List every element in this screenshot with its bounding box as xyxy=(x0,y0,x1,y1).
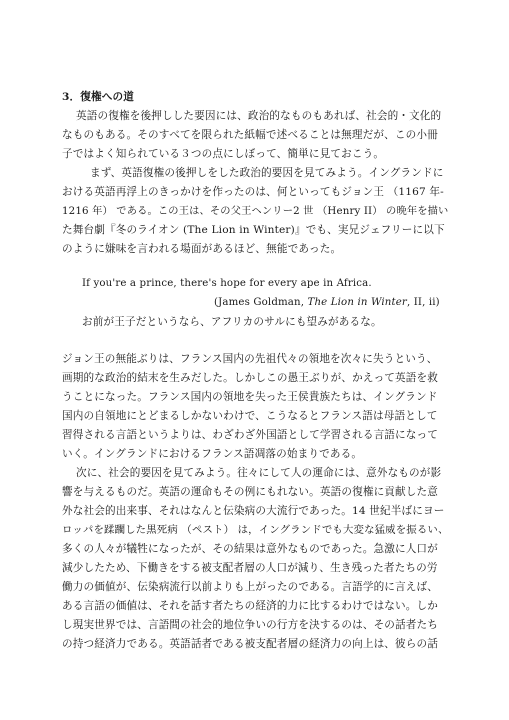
quote-translation: お前が王子だというなら、アフリカのサルにも望みがあるな。 xyxy=(82,316,382,328)
paragraph-line: 習得される言語というよりは、わざわざ外国語として学習される言語になって xyxy=(62,429,439,441)
paragraph-line: まず、英語復権の後押しをした政治的要因を見てみよう。イングランドに xyxy=(90,167,444,179)
paragraph-line: の持つ経済力である。英語話者である被支配者層の経済力の向上は、彼らの話 xyxy=(62,638,439,650)
paragraph-line: 英語の復権を後押しした要因には、政治的なものもあれば、社会的・文化的 xyxy=(76,110,442,122)
paragraph-line: 減少したため、下働きをする被支配者層の人口が減り、生き残った者たちの労 xyxy=(62,562,438,574)
paragraph-line: 響を与えるものだ。英語の運命もその例にもれない。英語の復権に貢献した意 xyxy=(62,486,439,498)
citation-title: The Lion in Winter xyxy=(307,297,407,308)
paragraph-line: のように嫌味を言われる場面があるほど、無能であった。 xyxy=(62,243,342,255)
paragraph-line: た舞台劇『冬のライオン (The Lion in Winter)』でも、実兄ジェフリーに以下 xyxy=(62,224,445,236)
paragraph-line: 画期的な政治的結末を生みだした。しかしこの愚王ぶりが、かえって英語を救 xyxy=(62,372,439,384)
citation-suffix: , II, ii) xyxy=(406,297,440,308)
quote-citation xyxy=(214,296,440,310)
paragraph-line: おける英語再浮上のきっかけを作ったのは、何といってもジョン王 （1167 年- xyxy=(62,186,444,198)
paragraph-line: 働力の価値が、伝染病流行以前よりも上がったのである。言語学的に言えば、 xyxy=(62,581,439,593)
section-heading: 3．復権への道 xyxy=(62,91,134,103)
paragraph-line: ある言語の価値は、それを話す者たちの経済的力に比するわけではない。しか xyxy=(62,600,439,612)
paragraph-line: うことになった。フランス国内の領地を失った王侯貴族たちは、イングランド xyxy=(62,391,438,403)
quote-english: If you're a prince, there's hope for every ape in Africa. xyxy=(82,278,372,289)
paragraph-line: し現実世界では、言語間の社会的地位争いの行方を決するのは、その話者たち xyxy=(62,619,439,631)
citation-prefix: (James Goldman, xyxy=(214,297,308,308)
paragraph-line: いく。イングランドにおけるフランス語凋落の始まりである。 xyxy=(62,448,363,460)
paragraph-line: なものもある。そのすべてを限られた紙幅で述べることは無理だが、この小冊 xyxy=(62,129,438,141)
paragraph-line: 1216 年） である。この王は、その父王ヘンリー2 世 （Henry II） の晩年を描い xyxy=(62,205,449,217)
paragraph-line: ロッパを蹂躙した黒死病 （ペスト） は，イングランドでも大変な猛威を振るい、 xyxy=(62,524,449,536)
paragraph-line: 外な社会的出来事、それはなんと伝染病の大流行であった。14 世紀半ばにヨー xyxy=(62,505,445,517)
paragraph-line: 国内の自領地にとどまるしかないわけで、こうなるとフランス語は母語として xyxy=(62,410,438,422)
paragraph-line: 次に、社会的要因を見てみよう。往々にして人の運命には、意外なものが影 xyxy=(76,467,442,479)
paragraph-line: 子ではよく知られている３つの点にしぼって、簡単に見ておこう。 xyxy=(62,148,385,160)
paragraph-line: 多くの人々が犠牲になったが、その結果は意外なものであった。急激に人口が xyxy=(62,543,438,555)
paragraph-line: ジョン王の無能ぶりは、フランス国内の先祖代々の領地を次々に失うという、 xyxy=(62,353,438,365)
